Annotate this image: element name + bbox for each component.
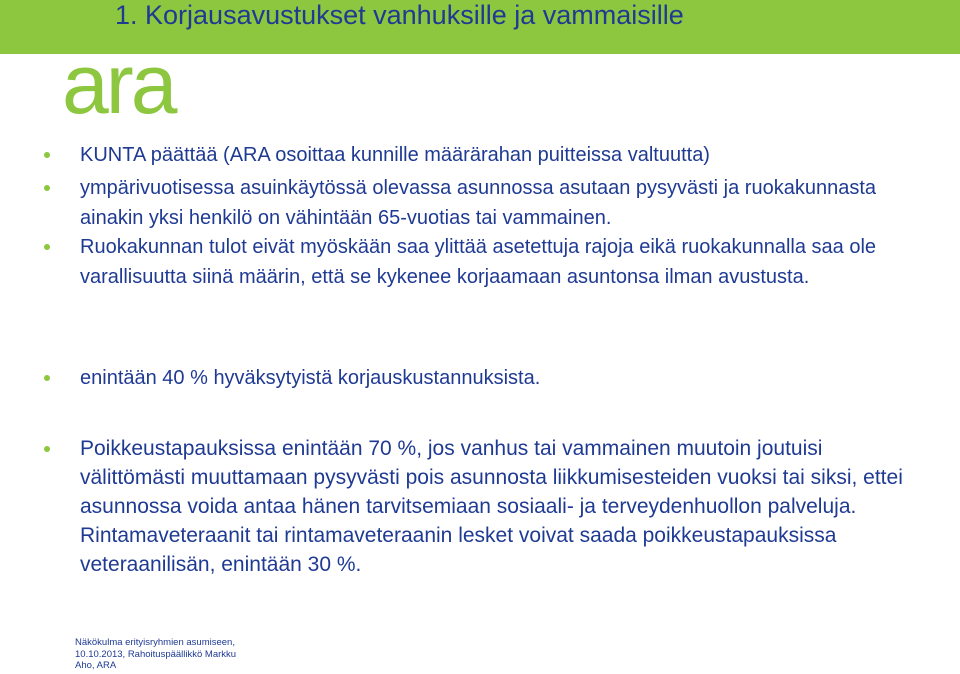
footer-line: Näkökulma erityisryhmien asumiseen, [75, 637, 235, 648]
bullet-text: KUNTA päättää (ARA osoittaa kunnille määrärahan puitteissa valtuutta) [80, 144, 710, 166]
ara-logo [62, 55, 194, 125]
bullet-dot-icon [44, 446, 50, 452]
footer [75, 637, 275, 672]
bullet-text: Ruokakunnan tulot eivät myöskään saa ylittää asetettuja rajoja eikä ruokakunnalla saa ole varallisuutta siinä määrin, että se kykenee korjaamaan asuntonsa ilman avustusta. [80, 236, 877, 288]
bullet-dot-icon [44, 375, 50, 381]
bullet-text: ympärivuotisessa asuinkäytössä olevassa asunnossa asutaan pysyvästi ja ruokakunnasta ainakin yksi henkilö on vähintään 65-vuotias tai vammainen. [80, 177, 876, 229]
bullet-text: Poikkeustapauksissa enintään 70 %, jos vanhus tai vammainen muutoin joutuisi välittömästi muuttamaan pysyvästi pois asunnosta liikkumisesteiden vuoksi tai siksi, ettei asunnossa voida antaa hänen tarvitsemiaan sosiaali- ja terveydenhuollon palveluja. Rintamaveteraanit tai rintamaveteraanin lesket voivat saada poikkeustapauksissa veteraanilisän, enintään 30 %. [80, 437, 903, 576]
svg-text:ara: ara [62, 55, 175, 125]
footer-line: 10.10.2013, Rahoituspäällikkö Markku [75, 648, 237, 660]
bullet-dot-icon [44, 244, 50, 250]
footer-line: Aho, ARA [75, 660, 117, 671]
slide-title: 1. Korjausavustukset vanhuksille ja vammaisille [115, 0, 684, 30]
bullet-text: enintään 40 % hyväksytyistä korjauskustannuksista. [80, 367, 541, 389]
bullet-dot-icon [44, 152, 50, 158]
bullet-dot-icon [44, 185, 50, 191]
